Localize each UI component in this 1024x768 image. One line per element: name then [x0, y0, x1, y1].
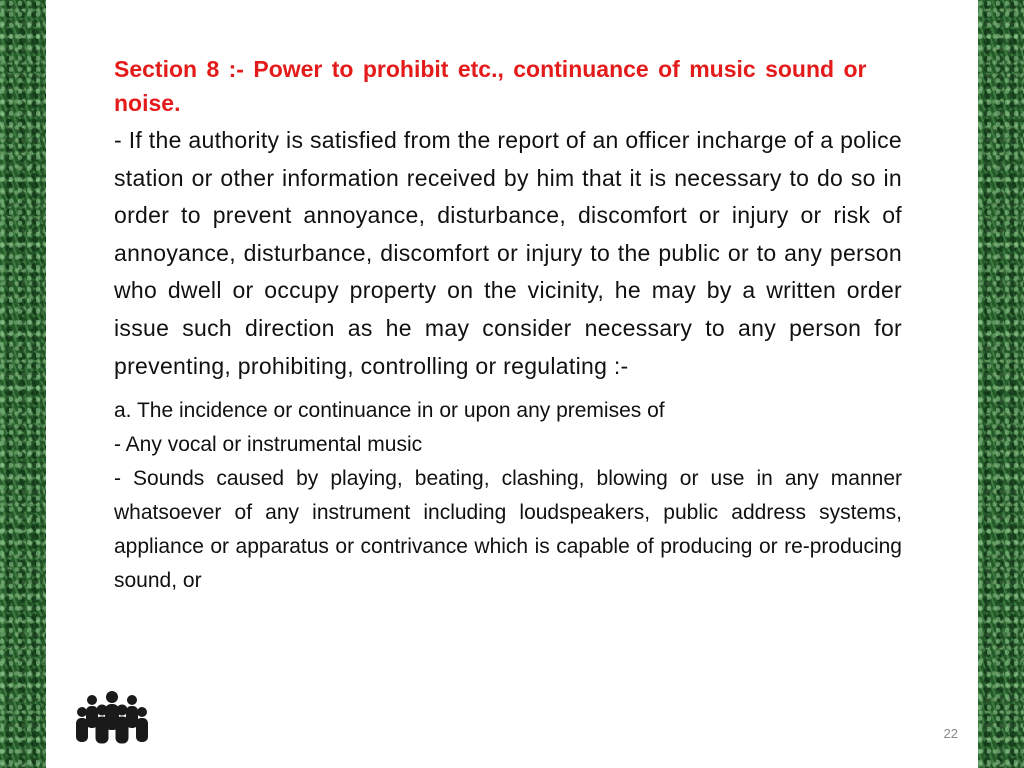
list-item: - Sounds caused by playing, beating, clashing, blowing or use in any manner whatsoever of any instrument including loudspeakers, public address systems, appliance or apparatus or contrivance which is capable of producing or re-producing sound, or [114, 467, 902, 593]
body-paragraph: - If the authority is satisfied from the report of an officer incharge of a police station or other information received by him that it is necessary to do so in order to prevent annoyance, disturbance, discomfort or injury or risk of annoyance, disturbance, discomfort or injury to the public or to any person who dwell or occupy property on the vicinity, he may by a written order issue such direction as he may consider necessary to any person for preventing, prohibiting, controlling or regulating :- [114, 127, 902, 379]
probono-india-logo [64, 690, 160, 762]
left-decorative-border [0, 0, 46, 768]
right-decorative-border [978, 0, 1024, 768]
slide [46, 0, 978, 768]
list-item: - Any vocal or instrumental music [114, 433, 423, 457]
item-list [114, 394, 902, 598]
list-item: a. The incidence or continuance in or upon any premises of [114, 399, 665, 423]
people-group-icon [64, 690, 160, 748]
slide-content [114, 52, 902, 598]
section-title: Section 8 :- Power to prohibit etc., continuance of music sound or noise. [114, 56, 867, 116]
page-number: 22 [943, 726, 958, 741]
